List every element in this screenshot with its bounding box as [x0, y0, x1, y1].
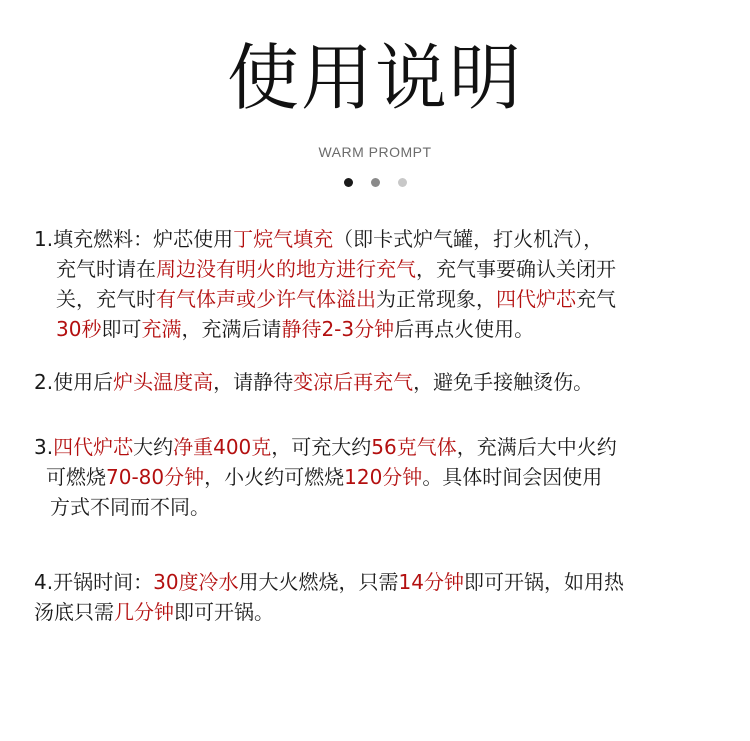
- text-segment: ，充满后请: [181, 317, 282, 341]
- text-segment: ，可充大约: [271, 435, 372, 459]
- text-segment: 1.填充燃料：炉芯使用: [34, 227, 234, 251]
- highlight-text: 14分钟: [398, 570, 464, 594]
- instruction-line: [34, 462, 617, 492]
- highlight-text: 几分钟: [114, 600, 174, 624]
- highlight-text: 炉头温度高: [113, 370, 214, 394]
- text-segment: ，充满后大中火约: [456, 435, 617, 459]
- instruction-burn-time: [34, 432, 617, 522]
- highlight-text: 30秒: [56, 317, 102, 341]
- text-segment: 4.开锅时间：: [34, 570, 154, 594]
- highlight-text: 四代炉芯: [53, 435, 134, 459]
- text-segment: ，小火约可燃烧: [204, 465, 345, 489]
- page-title: 使用说明: [226, 36, 523, 120]
- text-segment: 用大火燃烧，只需: [238, 570, 399, 594]
- highlight-text: 70-80分钟: [106, 465, 205, 489]
- highlight-text: 30度冷水: [153, 570, 239, 594]
- instruction-line: [34, 492, 617, 522]
- instruction-line: [34, 284, 616, 314]
- text-segment: ，避免手接触烫伤。: [413, 370, 594, 394]
- highlight-text: 充满: [141, 317, 182, 341]
- instruction-line: [34, 314, 616, 344]
- instruction-line: [34, 567, 624, 597]
- text-segment: 2.使用后: [34, 370, 114, 394]
- text-segment: 汤底只需: [34, 600, 114, 624]
- instruction-line: [34, 254, 616, 284]
- text-segment: 。具体时间会因使用: [422, 465, 603, 489]
- highlight-text: 静待2-3分钟: [281, 317, 395, 341]
- text-segment: ，请静待: [213, 370, 294, 394]
- text-segment: 方式不同而不同。: [50, 495, 210, 519]
- instruction-line: [34, 224, 616, 254]
- page-subtitle: WARM PROMPT: [318, 144, 432, 160]
- text-segment: 可燃烧: [46, 465, 106, 489]
- text-segment: 即可: [101, 317, 142, 341]
- text-segment: 充气时请在: [56, 257, 156, 281]
- highlight-text: 周边没有明火的地方进行充气: [156, 257, 416, 281]
- highlight-text: 有气体声或少许气体溢出: [156, 287, 376, 311]
- text-segment: 后再点火使用。: [394, 317, 535, 341]
- text-segment: 大约: [133, 435, 174, 459]
- instruction-line: [34, 597, 624, 627]
- highlight-text: 四代炉芯: [496, 287, 576, 311]
- text-segment: ，充气事要确认关闭开: [416, 257, 616, 281]
- instruction-line: [34, 367, 593, 397]
- highlight-text: 120分钟: [344, 465, 423, 489]
- text-segment: 充气: [576, 287, 616, 311]
- text-segment: （即卡式炉气罐，打火机汽），: [333, 227, 604, 251]
- instruction-after-use: [34, 367, 593, 397]
- instruction-line: [34, 432, 617, 462]
- pagination-dot[interactable]: [398, 178, 407, 187]
- text-segment: 即可开锅，如用热: [464, 570, 624, 594]
- pagination-dots: [0, 178, 750, 187]
- highlight-text: 净重400克: [173, 435, 272, 459]
- pagination-dot[interactable]: [371, 178, 380, 187]
- text-segment: 关，充气时: [56, 287, 156, 311]
- text-segment: 为正常现象，: [376, 287, 496, 311]
- text-segment: 3.: [34, 435, 54, 459]
- pagination-dot-active[interactable]: [344, 178, 353, 187]
- highlight-text: 变凉后再充气: [293, 370, 414, 394]
- instruction-fill-fuel: [34, 224, 616, 344]
- instruction-boil-time: [34, 567, 624, 627]
- text-segment: 即可开锅。: [174, 600, 274, 624]
- highlight-text: 丁烷气填充: [233, 227, 334, 251]
- highlight-text: 56克气体: [371, 435, 457, 459]
